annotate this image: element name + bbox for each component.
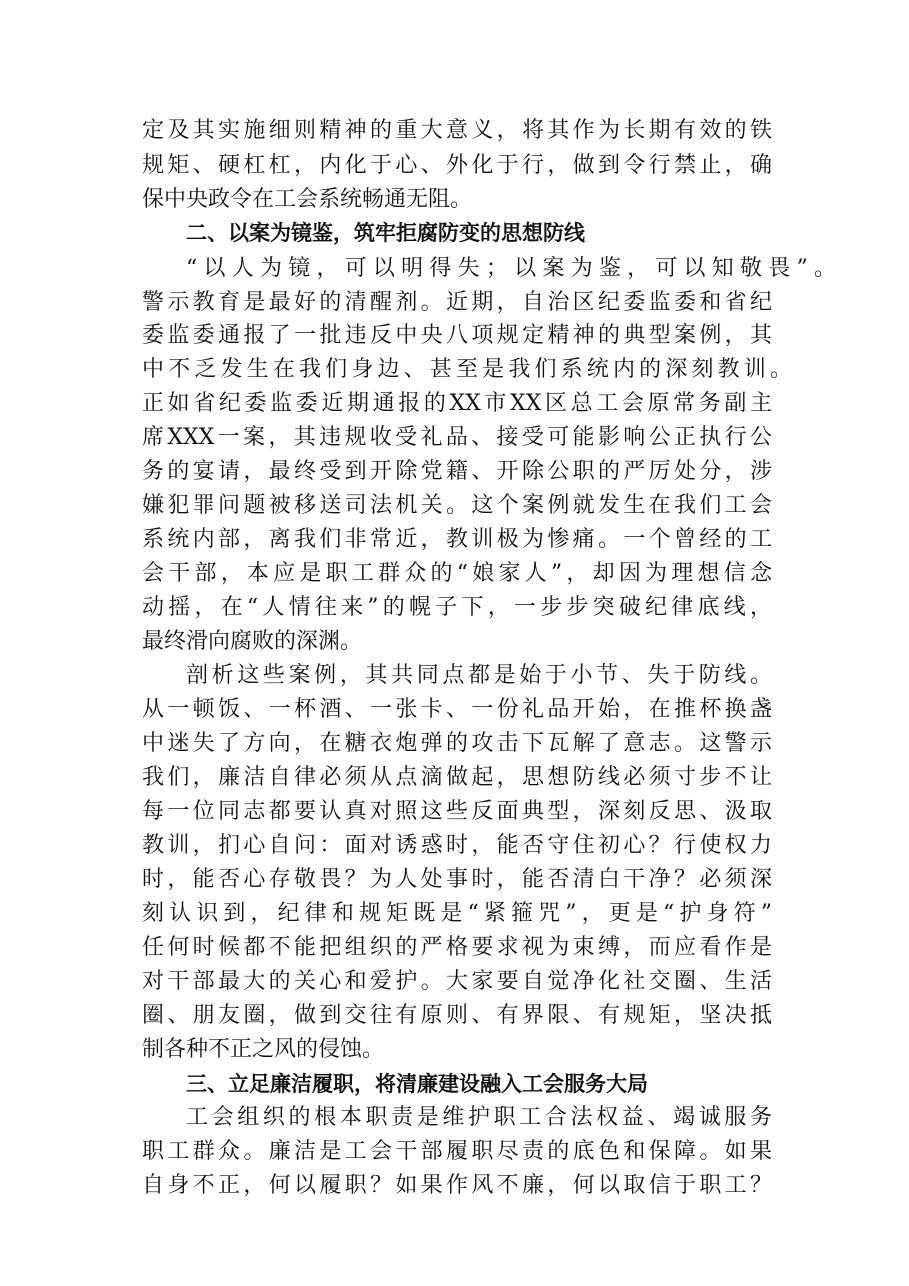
- body-line: 务的宴请，最终受到开除党籍、开除公职的严厉处分，涉: [142, 459, 772, 484]
- body-line: 委监委通报了一批违反中央八项规定精神的典型案例，其: [142, 323, 772, 348]
- body-line: 圈、朋友圈，做到交往有原则、有界限、有规矩，坚决抵: [142, 1003, 772, 1028]
- body-line: 保中央政令在工会系统畅通无阻。: [142, 187, 473, 212]
- body-line: 嫌犯罪问题被移送司法机关。这个案例就发生在我们工会: [142, 493, 772, 518]
- body-line: 中不乏发生在我们身边、甚至是我们系统内的深刻教训。: [142, 357, 792, 382]
- body-line: 正如省纪委监委近期通报的XX市XX区总工会原常务副主: [142, 391, 772, 416]
- body-line: 每一位同志都要认真对照这些反面典型，深刻反思、汲取: [142, 799, 772, 824]
- body-line: “以人为镜，可以明得失；以案为鉴，可以知敬畏”。: [186, 256, 836, 281]
- body-line: 任何时候都不能把组织的严格要求视为束缚，而应看作是: [142, 935, 772, 960]
- body-line: 对干部最大的关心和爱护。大家要自觉净化社交圈、生活: [142, 969, 772, 994]
- body-line: 从一顿饭、一杯酒、一张卡、一份礼品开始，在推杯换盏: [142, 697, 772, 722]
- body-line: 自身不正，何以履职？如果作风不廉，何以取信于职工？: [142, 1173, 772, 1198]
- body-line: 警示教育是最好的清醒剂。近期，自治区纪委监委和省纪: [142, 290, 772, 315]
- body-line: 定及其实施细则精神的重大意义，将其作为长期有效的铁: [142, 118, 772, 143]
- body-line: 制各种不正之风的侵蚀。: [142, 1037, 385, 1062]
- body-line: 时，能否心存敬畏？为人处事时，能否清白干净？必须深: [142, 867, 772, 892]
- body-line: 职工群众。廉洁是工会干部履职尽责的底色和保障。如果: [142, 1139, 772, 1164]
- body-line: 规矩、硬杠杠，内化于心、外化于行，做到令行禁止，确: [142, 153, 772, 178]
- body-line: 动摇，在“人情往来”的幌子下，一步步突破纪律底线，: [142, 595, 772, 620]
- body-line: 最终滑向腐败的深渊。: [142, 629, 363, 654]
- body-line: 中迷失了方向，在糖衣炮弹的攻击下瓦解了意志。这警示: [142, 731, 772, 756]
- body-line: 会干部，本应是职工群众的“娘家人”，却因为理想信念: [142, 561, 772, 586]
- section-heading: 二、以案为镜鉴，筑牢拒腐防变的思想防线: [186, 221, 585, 245]
- section-heading: 三、立足廉洁履职，将清廉建设融入工会服务大局: [186, 1072, 648, 1096]
- body-line: 我们，廉洁自律必须从点滴做起，思想防线必须寸步不让: [142, 765, 772, 790]
- body-line: 系统内部，离我们非常近，教训极为惨痛。一个曾经的工: [142, 527, 772, 552]
- body-line: 教训，扪心自问：面对诱惑时，能否守住初心？行使权力: [142, 833, 772, 858]
- body-line: 席XXX一案，其违规收受礼品、接受可能影响公正执行公: [142, 425, 772, 450]
- body-line: 工会组织的根本职责是维护职工合法权益、竭诚服务: [186, 1105, 772, 1130]
- body-line: 剖析这些案例，其共同点都是始于小节、失于防线。: [186, 663, 772, 688]
- body-line: 刻认识到，纪律和规矩既是“紧箍咒”，更是“护身符”: [142, 901, 772, 926]
